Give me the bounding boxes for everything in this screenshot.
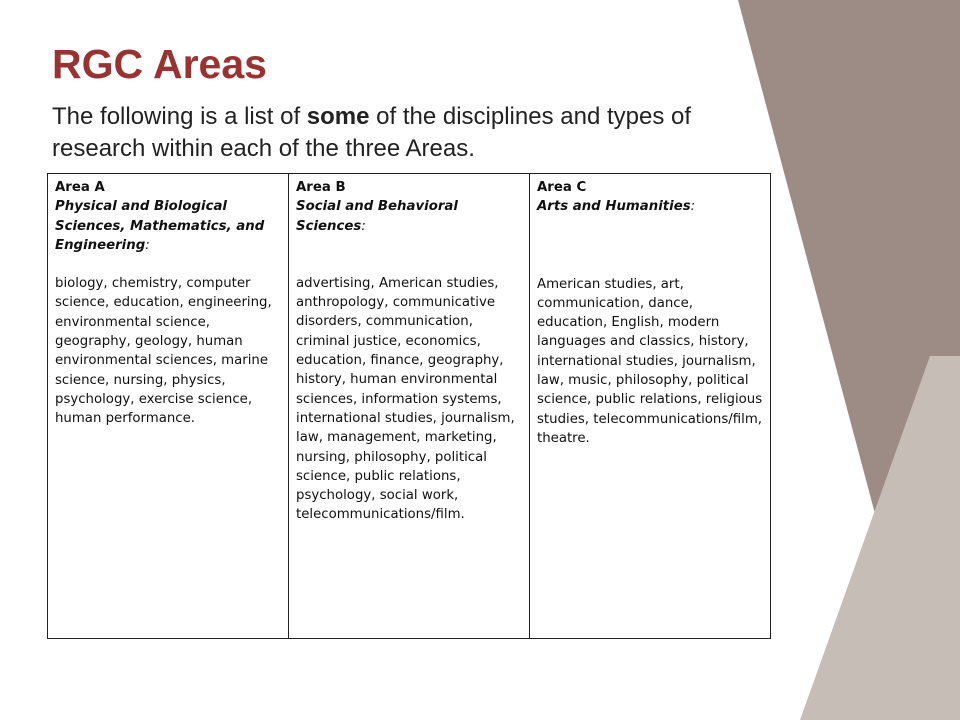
area-b-disciplines: advertising, American studies, anthropology, communicative disorders, communication, criminal justice, economics, education, finance, geography, history, human environmental sciences, information systems, international studies, journalism, law, management, marketing, nursing, philosophy, political science, public relations, psychology, social work, telecommunications/film.	[296, 275, 515, 523]
area-b-cell	[289, 174, 530, 639]
area-c-description: Arts and Humanities	[537, 199, 691, 215]
subtitle-text-before: The following is a list of	[52, 103, 307, 130]
areas-table	[47, 173, 771, 639]
area-c-name: Area C	[537, 180, 587, 195]
area-b-name: Area B	[296, 180, 346, 195]
area-c-disciplines: American studies, art, communication, dance, education, English, modern languages and classics, history, international studies, journalism, law, music, philosophy, political science, public relations, religious studies, telecommunications/film, theatre.	[537, 276, 763, 446]
area-a-cell	[48, 174, 289, 639]
slide-title: RGC Areas	[52, 41, 267, 87]
subtitle-emphasis: some	[306, 103, 370, 130]
area-c-cell	[530, 174, 771, 639]
area-a-name: Area A	[55, 180, 105, 195]
area-c-colon: :	[690, 199, 696, 215]
area-a-description: Physical and Biological Sciences, Mathematics, and Engineering	[55, 199, 265, 253]
subtitle-text-after: of the disciplines and types of research within each of the three Areas.	[52, 103, 692, 162]
area-b-colon: :	[361, 218, 366, 234]
areas-row	[48, 174, 771, 639]
area-a-disciplines: biology, chemistry, computer science, education, engineering, environmental science, geography, geology, human environmental sciences, marine science, nursing, physics, psychology, exercise science, human performance.	[55, 276, 272, 427]
area-b-description: Social and Behavioral Sciences	[296, 199, 458, 234]
area-a-colon: :	[145, 237, 150, 253]
slide-subtitle	[52, 101, 782, 165]
